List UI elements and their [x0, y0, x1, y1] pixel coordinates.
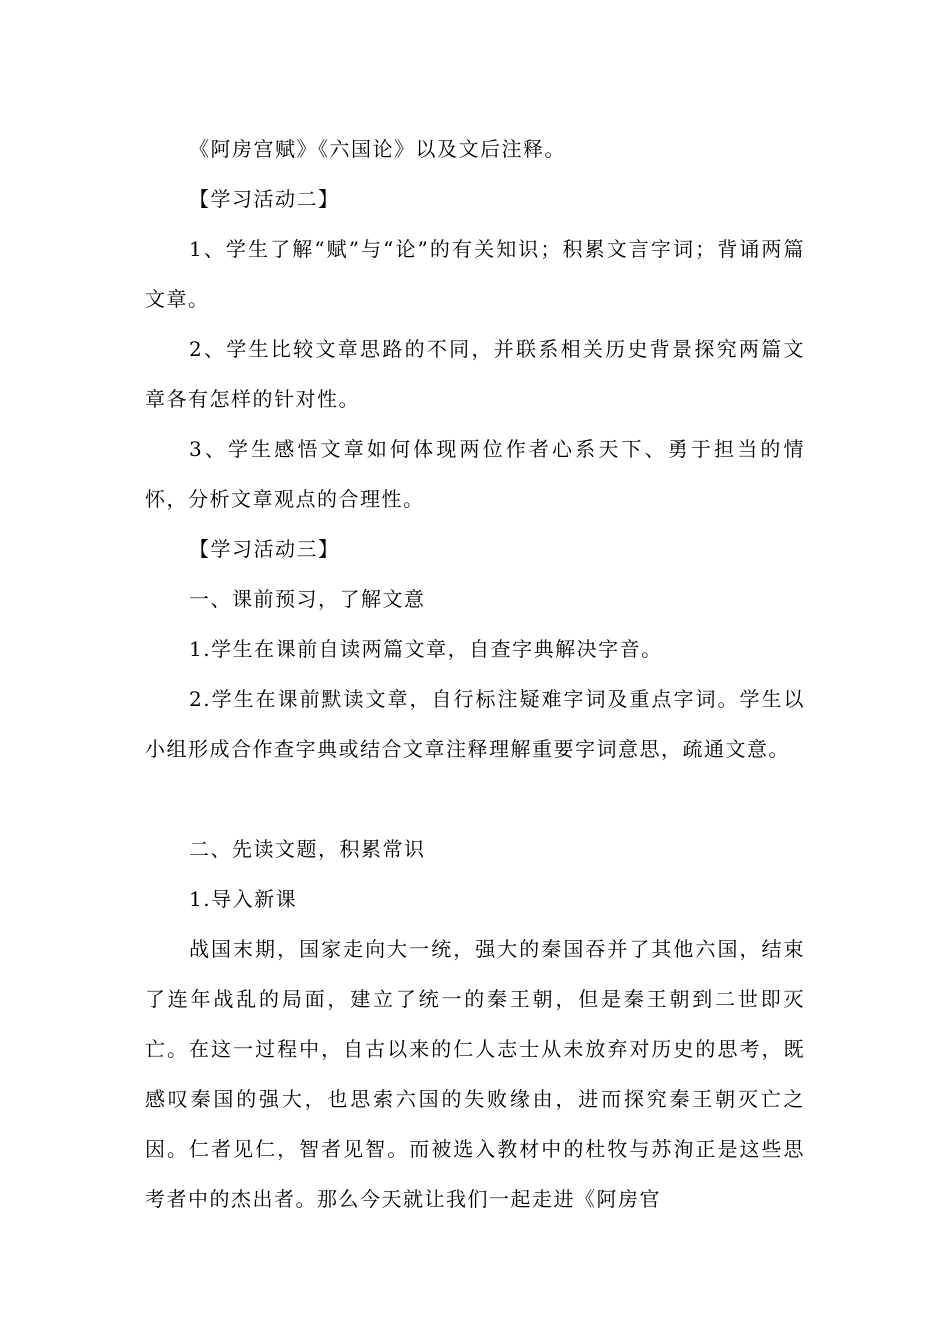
- section-heading-read-title: 二、先读文题，积累常识: [189, 837, 426, 861]
- heading-activity-three: 【学习活动三】: [189, 537, 340, 561]
- paragraph-item-2: 2、学生比较文章思路的不同，并联系相关历史背景探究两篇文章各有怎样的针对性。: [145, 337, 805, 411]
- paragraph-item-1: 1、学生了解“赋”与“论”的有关知识；积累文言字词；背诵两篇文章。: [145, 237, 805, 311]
- section-heading-preview: 一、课前预习，了解文意: [189, 587, 426, 611]
- paragraph-history-intro: 战国末期，国家走向大一统，强大的秦国吞并了其他六国，结束了连年战乱的局面，建立了统一的秦王朝，但是秦王朝到二世即灭亡。在这一过程中，自古以来的仁人志士从未放弃对历史的思考，既感叹秦国的强大，也思索六国的失败缘由，进而探究秦王朝灭亡之因。仁者见仁，智者见智。而被选入教材中的杜牧与苏洵正是这些思考者中的杰出者。那么今天就让我们一起走进《阿房官: [145, 937, 805, 1211]
- heading-activity-two: 【学习活动二】: [189, 187, 340, 211]
- paragraph-preview-1: 1.学生在课前自读两篇文章，自查字典解决字音。: [189, 637, 663, 661]
- paragraph-preview-2: 2.学生在课前默读文章，自行标注疑难字词及重点字词。学生以小组形成合作查字典或结合文章注释理解重要字词意思，疏通文意。: [145, 687, 805, 761]
- subheading-intro-lesson: 1.导入新课: [189, 887, 298, 911]
- paragraph-item-3: 3、学生感悟文章如何体现两位作者心系天下、勇于担当的情怀，分析文章观点的合理性。: [145, 437, 805, 511]
- paragraph-intro: 《阿房宫赋》《六国论》以及文后注释。: [189, 137, 566, 161]
